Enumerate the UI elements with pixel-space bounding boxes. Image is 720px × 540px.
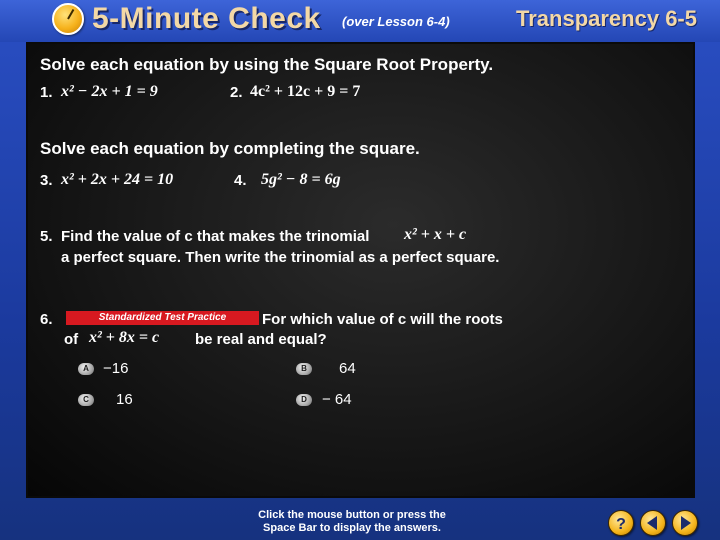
svg-text:?: ? — [616, 516, 626, 533]
question-5-line1: Find the value of c that makes the trinomial — [61, 228, 370, 245]
content-panel — [26, 42, 695, 498]
question-5-line2: a perfect square. Then write the trinomial as a perfect square. — [61, 249, 500, 266]
transparency-label: Transparency 6-5 — [516, 6, 697, 31]
option-c-value: 16 — [116, 391, 133, 408]
question-5-number: 5. — [40, 228, 53, 245]
question-6-of: of — [64, 331, 79, 348]
question-2-equation: 4c² + 12c + 9 = 7 — [250, 83, 361, 100]
footer-instruction-line1: Click the mouse button or press the — [258, 509, 446, 521]
footer-instruction — [232, 509, 472, 535]
question-4-equation: 5g² − 8 = 6g — [261, 171, 341, 188]
question-3-number: 3. — [40, 172, 53, 189]
option-a-badge[interactable]: A — [78, 363, 94, 375]
option-a-value: −16 — [103, 360, 129, 377]
question-1-equation: x² − 2x + 1 = 9 — [61, 83, 158, 100]
previous-button[interactable] — [640, 510, 666, 536]
question-4-number: 4. — [234, 172, 247, 189]
forward-arrow-icon — [673, 511, 697, 535]
question-5-trinomial: x² + x + c — [404, 226, 467, 243]
standardized-test-badge: Standardized Test Practice — [66, 311, 259, 325]
lesson-subtitle: (over Lesson 6-4) — [342, 14, 450, 29]
footer-instruction-line2: Space Bar to display the answers. — [263, 522, 441, 534]
question-mark-icon — [609, 511, 633, 535]
question-2-number: 2. — [230, 84, 243, 101]
question-3-equation: x² + 2x + 24 = 10 — [61, 171, 174, 188]
option-d-badge[interactable]: D — [296, 394, 312, 406]
header-bar — [0, 0, 720, 42]
question-1-number: 1. — [40, 84, 53, 101]
help-button[interactable] — [608, 510, 634, 536]
option-b-badge[interactable]: B — [296, 363, 312, 375]
slide-title: 5-Minute Check — [92, 2, 321, 35]
option-b-value: 64 — [339, 360, 356, 377]
next-button[interactable] — [672, 510, 698, 536]
option-d-value: − 64 — [322, 391, 352, 408]
section2-heading: Solve each equation by completing the square. — [40, 139, 420, 158]
section1-heading: Solve each equation by using the Square Root Property. — [40, 55, 494, 74]
clock-icon — [52, 3, 84, 35]
question-6-number: 6. — [40, 311, 53, 328]
question-6-line1: For which value of c will the roots — [262, 311, 503, 328]
option-c-badge[interactable]: C — [78, 394, 94, 406]
back-arrow-icon — [641, 511, 665, 535]
question-6-line2: be real and equal? — [195, 331, 327, 348]
question-6-equation: x² + 8x = c — [89, 329, 160, 346]
